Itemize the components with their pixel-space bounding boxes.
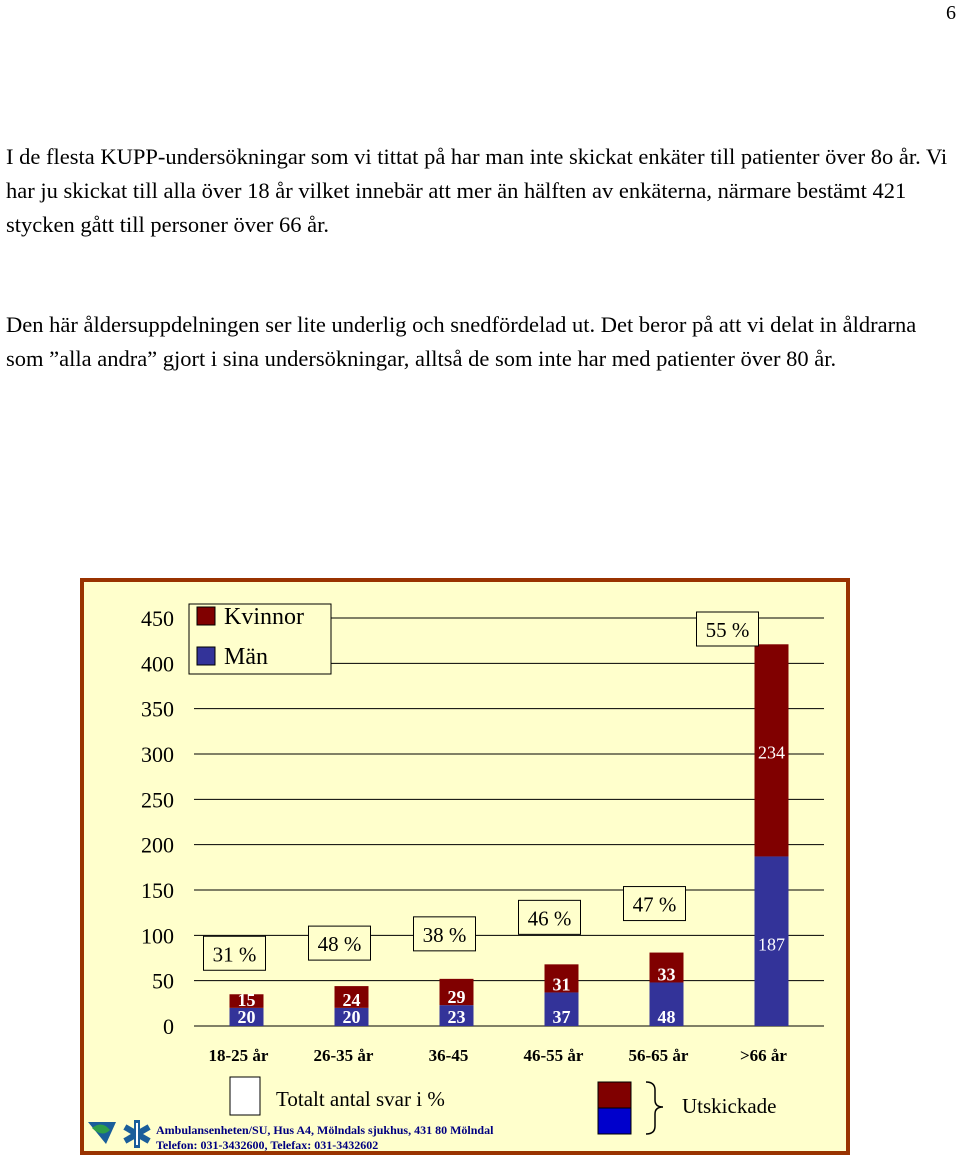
percent-label: 55 % [705,618,750,642]
y-tick-label: 400 [141,651,174,677]
paragraph-1: I de flesta KUPP-undersökningar som vi tittat på har man inte skickat enkäter till patienter över 8o år. Vi har ju skickat till alla över 18 år vilket innebär att mer än hälften av enkäterna, närmare bestämt 421 stycken gått till personer över 66 år. [6,144,948,237]
category-labels [209,1046,788,1065]
age-distribution-chart [84,582,846,1151]
footer-address: Ambulansenheten/SU, Hus A4, Mölndals sjukhus, 431 80 Mölndal [156,1123,494,1137]
y-tick-labels [141,606,174,1039]
category-label: 26-35 år [313,1046,374,1065]
percent-label: 47 % [632,892,677,917]
brace-icon [646,1082,663,1134]
value-label-man: 23 [447,1007,466,1027]
value-label-man: 187 [758,934,785,955]
value-label-kvinnor: 33 [657,964,676,985]
value-label-kvinnor: 31 [552,974,571,995]
legend-swatch-man [197,647,215,665]
category-label: >66 år [740,1046,787,1065]
value-label-kvinnor: 24 [342,989,361,1010]
star-of-life-icon [123,1120,150,1148]
chart-frame [80,578,850,1155]
y-tick-label: 0 [163,1014,174,1039]
y-tick-label: 50 [152,968,174,994]
legend-label-kvinnor: Kvinnor [224,604,304,630]
category-label: 36-45 [428,1046,469,1065]
sent-swatch-kvinnor [598,1082,631,1108]
sent-swatch-man [598,1108,631,1134]
percent-label: 38 % [422,922,467,947]
total-answers-label: Totalt antal svar i % [276,1087,445,1111]
y-tick-label: 200 [141,832,174,858]
value-label-man: 37 [552,1007,571,1027]
category-label: 56-65 år [628,1046,689,1065]
chart-legend [189,604,331,674]
value-label-man: 48 [657,1007,676,1027]
total-answers-swatch [230,1077,260,1115]
category-label: 18-25 år [208,1046,269,1065]
legend-label-man: Män [224,644,268,670]
y-tick-label: 450 [141,606,174,631]
percent-label: 31 % [212,942,257,967]
y-tick-label: 250 [141,787,174,813]
value-label-kvinnor: 29 [447,987,466,1008]
y-tick-label: 150 [141,878,174,903]
value-label-man: 20 [342,1007,361,1027]
y-tick-label: 350 [141,696,174,722]
y-tick-label: 300 [141,742,174,767]
ambulance-logo [88,1120,151,1148]
value-label-kvinnor: 234 [758,742,785,763]
percent-label: 48 % [317,932,362,957]
category-label: 46-55 år [523,1046,584,1065]
grid-layer [194,618,824,1026]
page-number: 6 [946,2,956,24]
percent-label: 46 % [527,906,572,931]
y-tick-label: 100 [141,923,174,949]
value-label-man: 20 [237,1007,256,1027]
paragraph-2: Den här åldersuppdelningen ser lite underlig och snedfördelad ut. Det beror på att vi delat in åldrarna som ”alla andra” gjort i sina undersökningar, alltså de som inte har med patienter över 80 år. [6,312,917,371]
legend-swatch-kvinnor [197,607,215,625]
sent-label: Utskickade [682,1094,777,1118]
footer-phone: Telefon: 031-3432600, Telefax: 031-3432602 [156,1138,379,1151]
footer [88,1120,494,1151]
value-label-kvinnor: 15 [237,989,256,1010]
